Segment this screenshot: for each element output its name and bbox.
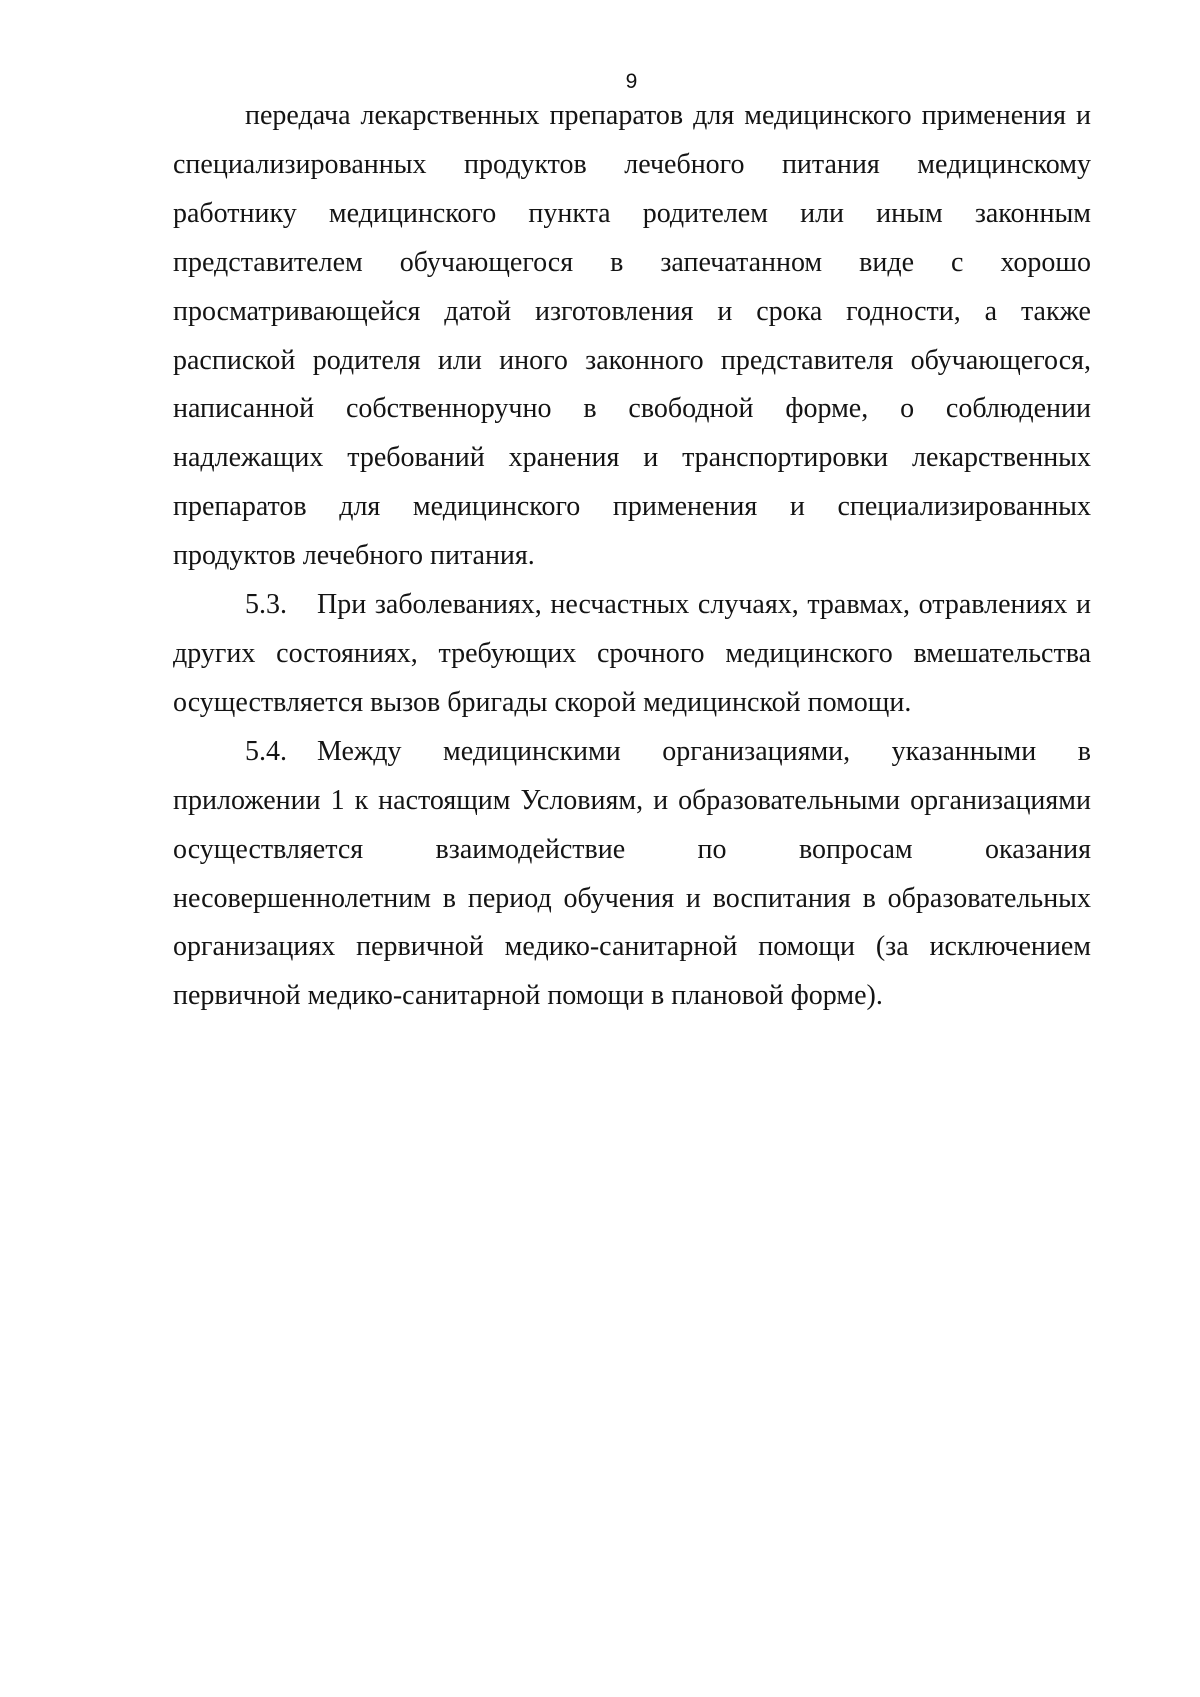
paragraph-text: При заболеваниях, несчастных случаях, травмах, отравлениях и других состояниях, требующих срочного медицинского вмешательства осуществляется вызов бригады скорой медицинской помощи. <box>173 589 1091 718</box>
document-body <box>173 92 1091 1021</box>
paragraph-continuation <box>173 92 1091 581</box>
paragraph-5-4 <box>173 728 1091 1021</box>
paragraph-number: 5.3. <box>245 589 287 621</box>
paragraph-5-3 <box>173 581 1091 728</box>
paragraph-text: передача лекарственных препаратов для медицинского применения и специализированных продуктов лечебного питания медицинскому работнику медицинского пункта родителем или иным законным представителем обучающегося в запечатанном виде с хорошо просматривающейся датой изготовления и срока годности, а также распиской родителя или иного законного представителя обучающегося, написанной собственноручно в свободной форме, о соблюдении надлежащих требований хранения и транспортировки лекарственных препаратов для медицинского применения и специализированных продуктов лечебного питания. <box>173 100 1091 572</box>
paragraph-number: 5.4. <box>245 735 287 767</box>
paragraph-text: Между медицинскими организациями, указанными в приложении 1 к настоящим Условиям, и образовательными организациями осуществляется взаимодействие по вопросам оказания несовершеннолетним в период обучения и воспитания в образовательных организациях первичной медико-санитарной помощи (за исключением первичной медико-санитарной помощи в плановой форме). <box>173 735 1091 1012</box>
page-number: 9 <box>625 70 638 93</box>
